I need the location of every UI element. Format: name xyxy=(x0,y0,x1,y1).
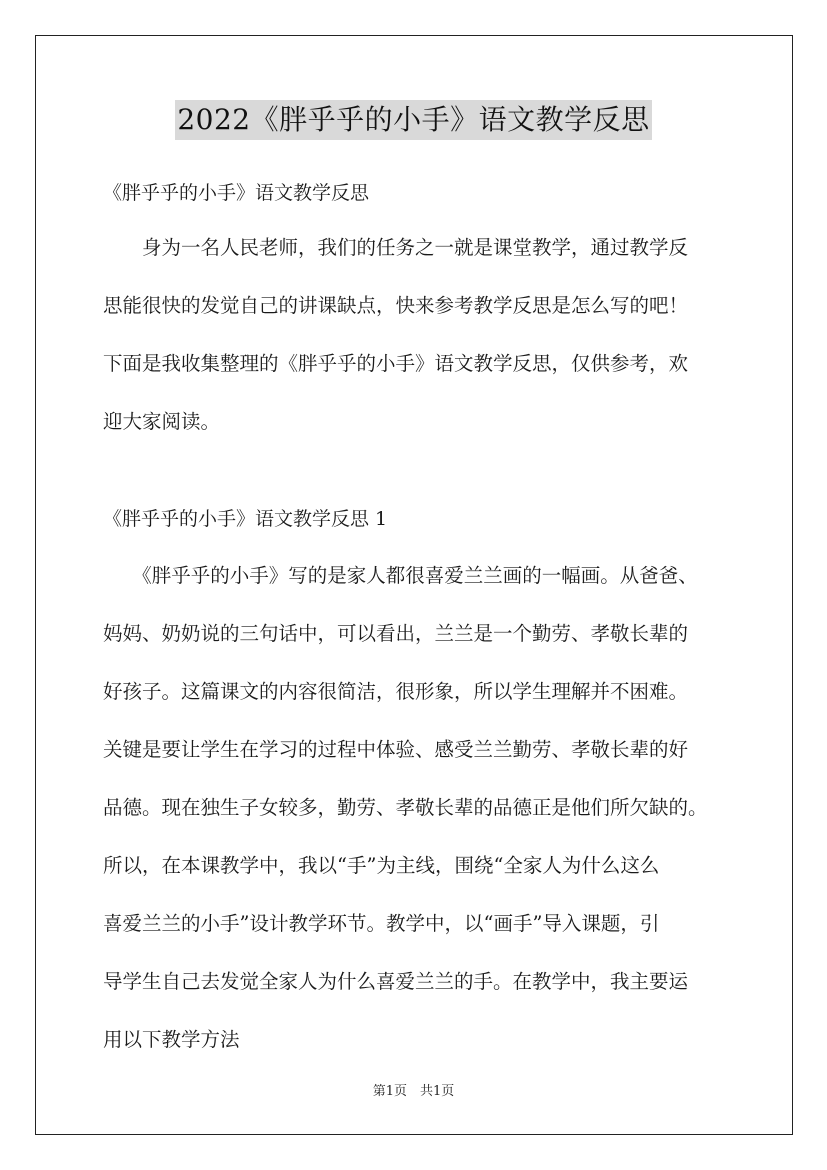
document-subtitle: 《胖乎乎的小手》语文教学反思 xyxy=(103,182,370,204)
paragraph-line: 迎大家阅读。 xyxy=(103,410,221,433)
intro-paragraph xyxy=(103,219,743,451)
paragraph-line: 所以，在本课教学中，我以“手”为主线，围绕“全家人为什么这么 xyxy=(103,854,660,877)
paragraph-line: 思能很快的发觉自己的讲课缺点，快来参考教学反思是怎么写的吧！ xyxy=(103,294,689,317)
paragraph-line: 好孩子。这篇课文的内容很简洁，很形象，所以学生理解并不困难。 xyxy=(103,680,689,703)
section-paragraph xyxy=(103,547,743,1069)
paragraph-line: 《胖乎乎的小手》写的是家人都很喜爱兰兰画的一幅画。从爸爸、 xyxy=(103,564,698,587)
page-footer: 第1页 共1页 xyxy=(372,1084,455,1099)
paragraph-line: 妈妈、奶奶说的三句话中，可以看出，兰兰是一个勤劳、孝敬长辈的 xyxy=(103,622,689,645)
paragraph-line: 喜爱兰兰的小手”设计教学环节。教学中，以“画手”导入课题，引 xyxy=(103,912,660,935)
section-heading: 《胖乎乎的小手》语文教学反思 1 xyxy=(103,508,388,530)
paragraph-line: 身为一名人民老师，我们的任务之一就是课堂教学，通过教学反 xyxy=(103,236,689,259)
document-title: 2022《胖乎乎的小手》语文教学反思 xyxy=(175,100,651,140)
paragraph-line: 下面是我收集整理的《胖乎乎的小手》语文教学反思，仅供参考，欢 xyxy=(103,352,689,375)
paragraph-line: 关键是要让学生在学习的过程中体验、感受兰兰勤劳、孝敬长辈的好 xyxy=(103,738,689,761)
paragraph-line: 用以下教学方法 xyxy=(103,1028,240,1051)
paragraph-line: 品德。现在独生子女较多，勤劳、孝敬长辈的品德正是他们所欠缺的。 xyxy=(103,796,708,819)
paragraph-line: 导学生自己去发觉全家人为什么喜爱兰兰的手。在教学中，我主要运 xyxy=(103,970,689,993)
title-container xyxy=(0,100,827,140)
